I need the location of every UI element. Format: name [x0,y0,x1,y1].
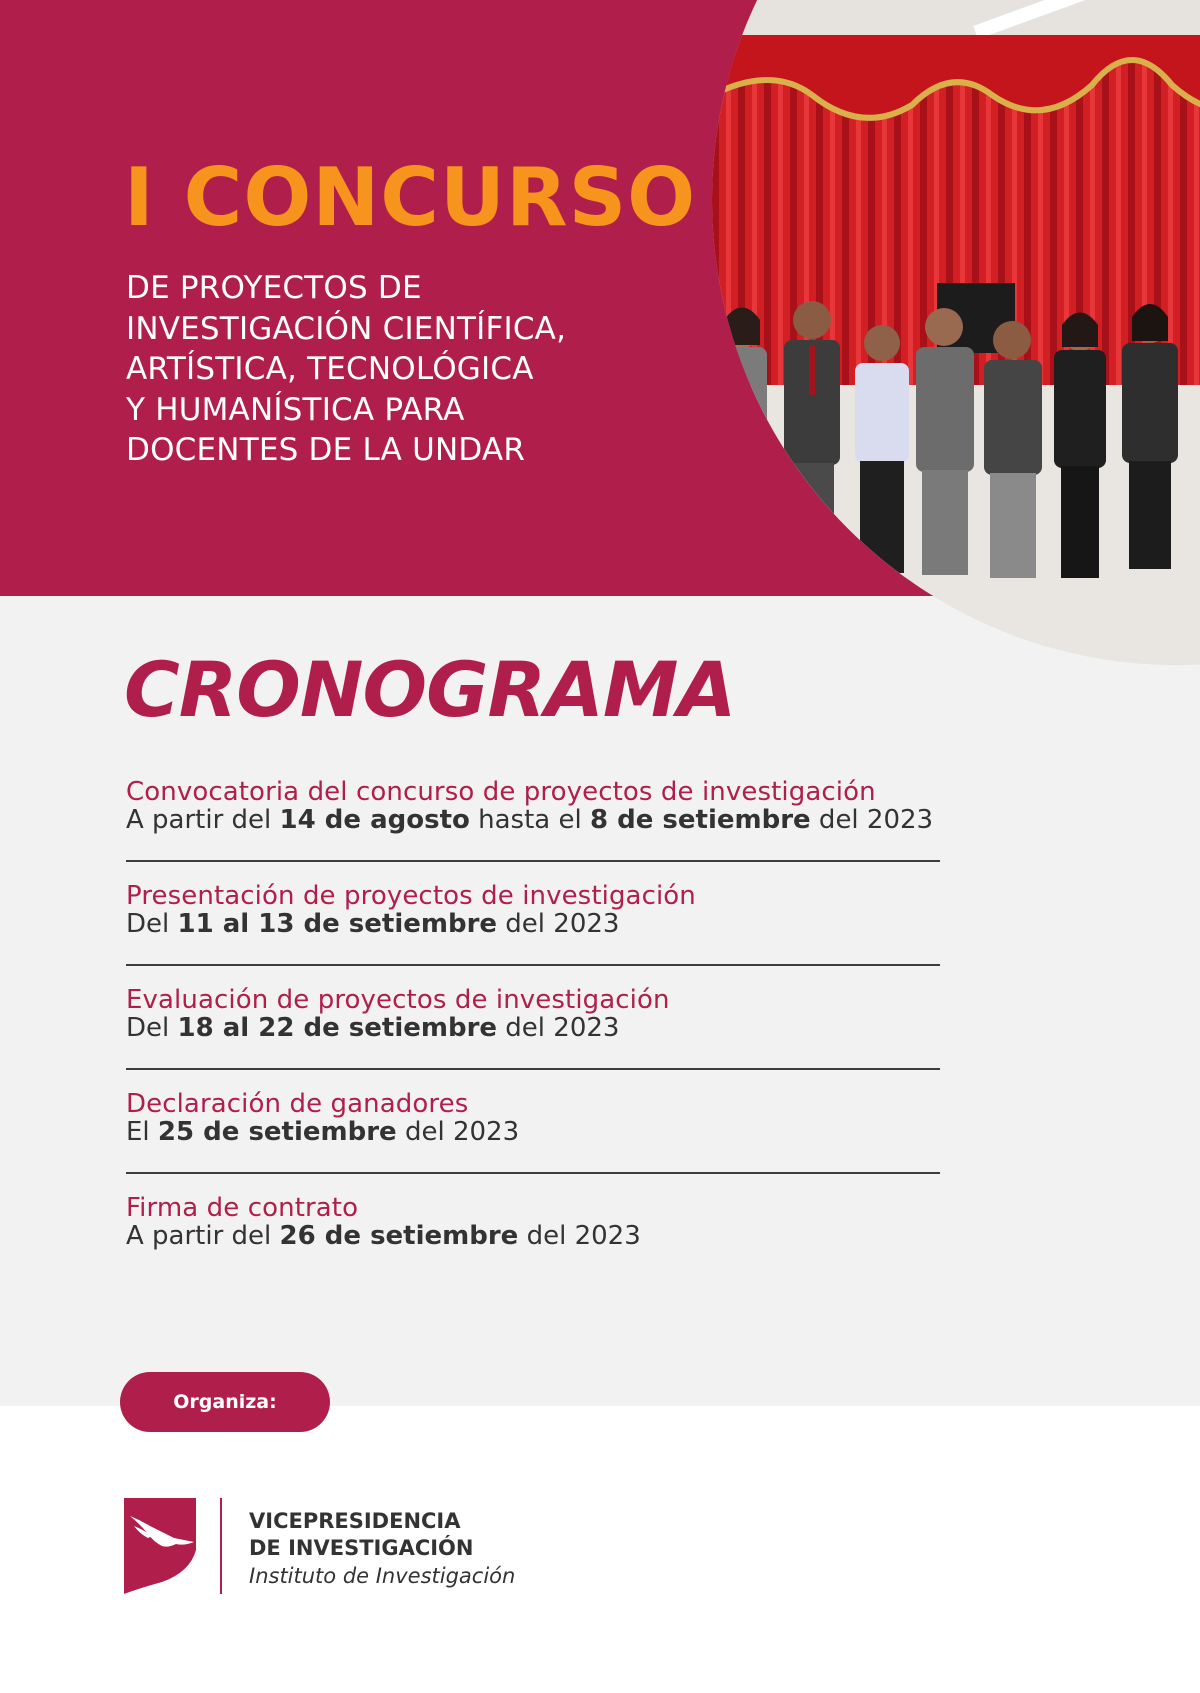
subtitle-line: DOCENTES DE LA UNDAR [126,432,526,468]
event-title: Convocatoria del concurso de proyectos de investigación [126,777,876,807]
schedule-item [126,1194,946,1298]
schedule-list [126,778,946,1298]
subtitle-line: Y HUMANÍSTICA PARA [126,391,465,428]
schedule-item [126,1090,946,1194]
organizer-text [249,1508,515,1590]
organizer-line: DE INVESTIGACIÓN [249,1536,474,1560]
schedule-heading: CRONOGRAMA [124,645,736,734]
divider [126,860,940,862]
contest-subtitle [126,268,686,471]
contest-title: I CONCURSO [124,151,697,244]
organizer-line: VICEPRESIDENCIA [249,1509,461,1533]
event-date: Del 11 al 13 de setiembre del 2023 [126,909,620,939]
divider [126,1172,940,1174]
event-date: Del 18 al 22 de setiembre del 2023 [126,1013,620,1043]
group-photo [712,0,1200,665]
subtitle-line: ARTÍSTICA, TECNOLÓGICA [126,351,534,387]
event-title: Evaluación de proyectos de investigación [126,985,670,1015]
subtitle-line: DE PROYECTOS DE [126,270,422,306]
subtitle-line: INVESTIGACIÓN CIENTÍFICA, [126,310,567,347]
event-title: Declaración de ganadores [126,1089,469,1119]
divider [126,964,940,966]
event-title: Firma de contrato [126,1193,359,1223]
event-date: El 25 de setiembre del 2023 [126,1117,520,1147]
logo-divider [220,1498,222,1594]
schedule-item [126,778,946,882]
organiza-badge: Organiza: [120,1372,330,1432]
divider [126,1068,940,1070]
event-date: A partir del 26 de setiembre del 2023 [126,1221,641,1251]
organizer-institute: Instituto de Investigación [249,1564,516,1588]
event-date: A partir del 14 de agosto hasta el 8 de setiembre del 2023 [126,805,934,835]
event-title: Presentación de proyectos de investigación [126,881,696,911]
schedule-item [126,986,946,1090]
schedule-item [126,882,946,986]
condor-logo-icon [124,1498,196,1594]
